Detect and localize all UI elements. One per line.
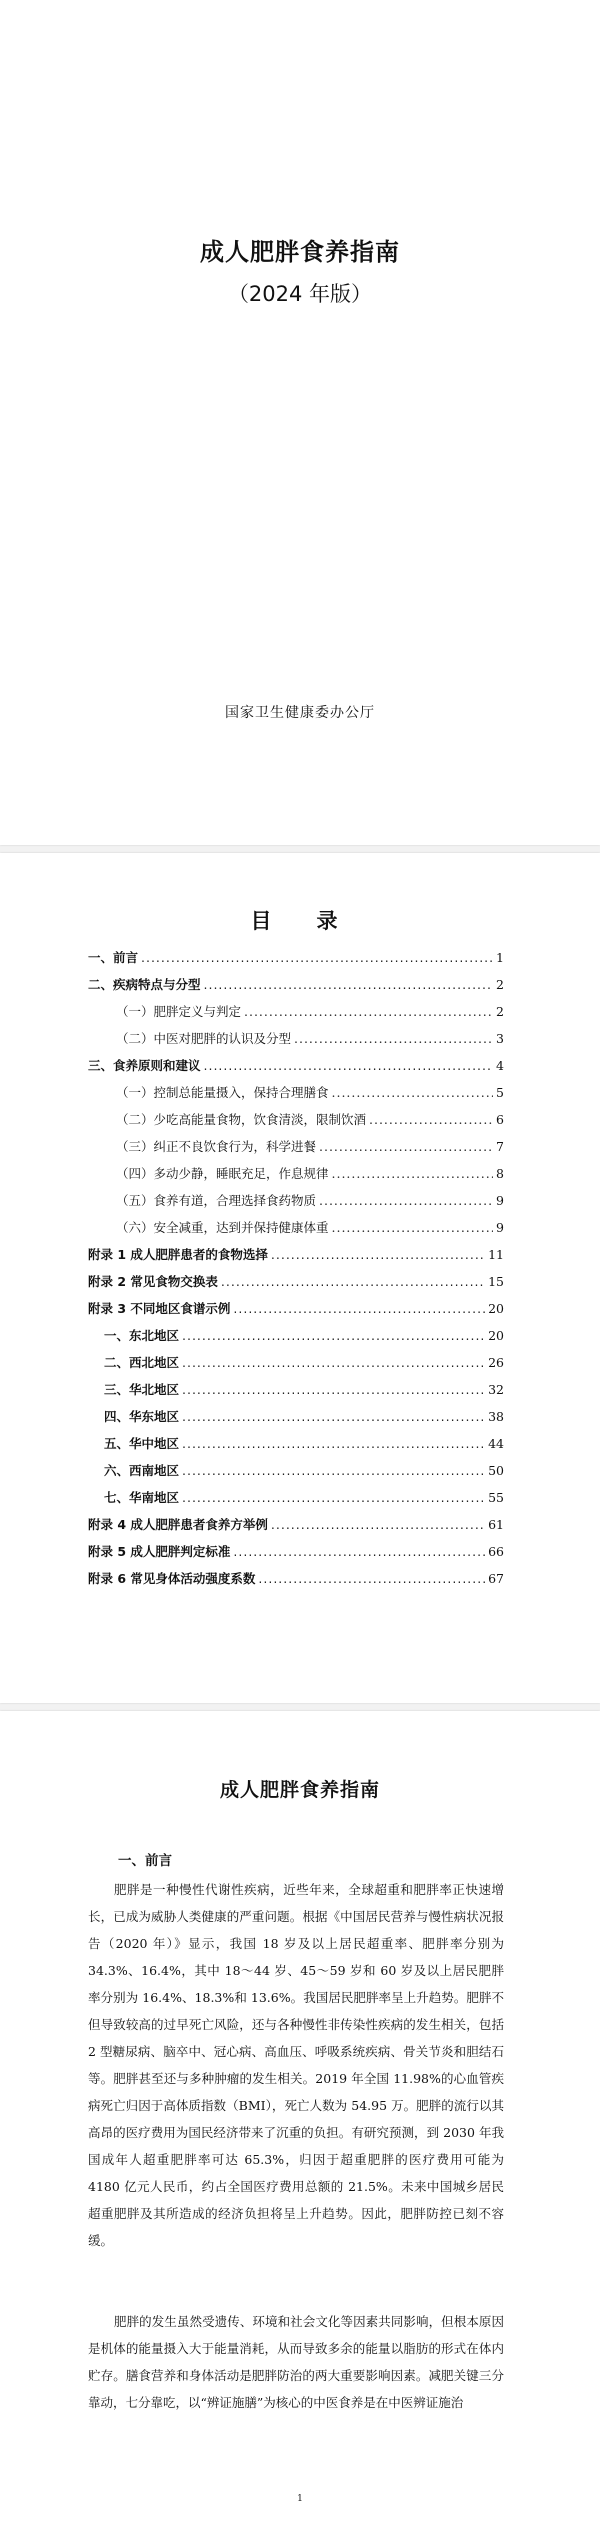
toc-entry-page: 26 (488, 1355, 504, 1370)
cover-title: 成人肥胖食养指南 (200, 238, 400, 266)
toc-entry[interactable] (88, 975, 504, 1002)
toc-entry-page: 5 (496, 1085, 504, 1100)
page-number: 1 (297, 2494, 303, 2504)
toc-leader-dots (204, 977, 494, 992)
toc-entry[interactable] (88, 1191, 504, 1218)
toc-entry-page: 9 (496, 1220, 504, 1235)
toc-leader-dots (332, 1166, 494, 1181)
toc-entry-label: 六、西南地区 (104, 1463, 180, 1478)
toc-list (88, 948, 504, 1596)
toc-page (0, 853, 600, 1703)
toc-entry-label: 附录 6 常见身体活动强度系数 (88, 1571, 256, 1586)
toc-entry-page: 8 (496, 1166, 504, 1181)
toc-entry[interactable] (88, 1569, 504, 1596)
toc-entry[interactable] (88, 1110, 504, 1137)
toc-entry-label: （四）多动少静，睡眠充足，作息规律 (116, 1166, 329, 1181)
cover-issuer: 国家卫生健康委办公厅 (225, 705, 375, 721)
toc-leader-dots (332, 1085, 494, 1100)
toc-heading: 目 录 (250, 909, 350, 933)
toc-leader-dots (319, 1139, 493, 1154)
toc-entry-label: 附录 4 成人肥胖患者食养方举例 (88, 1517, 268, 1532)
toc-entry-page: 4 (496, 1058, 504, 1073)
toc-entry-page: 32 (488, 1382, 504, 1397)
toc-entry-label: 七、华南地区 (104, 1490, 180, 1505)
toc-entry-page: 50 (488, 1463, 504, 1478)
toc-leader-dots (182, 1355, 485, 1370)
toc-entry[interactable] (88, 1542, 504, 1569)
toc-entry-page: 55 (488, 1490, 504, 1505)
toc-entry[interactable] (88, 948, 504, 975)
toc-entry[interactable] (88, 1245, 504, 1272)
body-title: 成人肥胖食养指南 (219, 1779, 380, 1801)
toc-entry-label: （三）纠正不良饮食行为，科学进餐 (116, 1139, 317, 1154)
toc-leader-dots (204, 1058, 494, 1073)
toc-entry[interactable] (88, 1434, 504, 1461)
toc-leader-dots (319, 1193, 493, 1208)
toc-leader-dots (221, 1274, 485, 1289)
toc-entry-page: 61 (488, 1517, 504, 1532)
toc-entry-page: 38 (488, 1409, 504, 1424)
toc-leader-dots (182, 1463, 485, 1478)
toc-entry[interactable] (88, 1515, 504, 1542)
toc-entry-label: （二）中医对肥胖的认识及分型 (116, 1031, 292, 1046)
toc-leader-dots (233, 1544, 485, 1559)
toc-entry[interactable] (88, 1353, 504, 1380)
toc-leader-dots (182, 1409, 485, 1424)
toc-entry[interactable] (88, 1299, 504, 1326)
toc-entry-page: 67 (488, 1571, 504, 1586)
toc-entry-page: 6 (496, 1112, 504, 1127)
toc-entry[interactable] (88, 1407, 504, 1434)
toc-entry-page: 7 (496, 1139, 504, 1154)
toc-entry-label: （五）食养有道，合理选择食药物质 (116, 1193, 317, 1208)
toc-entry-page: 3 (496, 1031, 504, 1046)
toc-entry[interactable] (88, 1083, 504, 1110)
toc-entry[interactable] (88, 1272, 504, 1299)
toc-leader-dots (233, 1301, 485, 1316)
toc-entry-page: 11 (488, 1247, 504, 1262)
toc-entry-label: 附录 1 成人肥胖患者的食物选择 (88, 1247, 268, 1262)
toc-entry[interactable] (88, 1056, 504, 1083)
toc-entry-page: 20 (488, 1301, 504, 1316)
toc-entry-page: 9 (496, 1193, 504, 1208)
toc-leader-dots (258, 1571, 485, 1586)
toc-entry-label: （六）安全减重，达到并保持健康体重 (116, 1220, 329, 1235)
toc-leader-dots (271, 1517, 485, 1532)
toc-entry-label: 一、东北地区 (104, 1328, 180, 1343)
toc-entry[interactable] (88, 1137, 504, 1164)
body-page (0, 1711, 600, 2546)
toc-entry-label: （二）少吃高能量食物，饮食清淡，限制饮酒 (116, 1112, 367, 1127)
toc-entry-label: 一、前言 (88, 950, 139, 965)
toc-entry-label: 三、华北地区 (104, 1382, 180, 1397)
toc-entry[interactable] (88, 1488, 504, 1515)
toc-entry-label: 四、华东地区 (104, 1409, 180, 1424)
toc-entry-page: 2 (496, 1004, 504, 1019)
toc-leader-dots (332, 1220, 494, 1235)
toc-entry-label: 二、疾病特点与分型 (88, 977, 201, 992)
toc-entry[interactable] (88, 1218, 504, 1245)
toc-entry-label: 五、华中地区 (104, 1436, 180, 1451)
toc-entry[interactable] (88, 1029, 504, 1056)
toc-entry[interactable] (88, 1380, 504, 1407)
toc-leader-dots (141, 950, 493, 965)
toc-entry-label: 三、食养原则和建议 (88, 1058, 201, 1073)
toc-entry[interactable] (88, 1461, 504, 1488)
toc-leader-dots (182, 1490, 485, 1505)
toc-entry-page: 44 (488, 1436, 504, 1451)
toc-entry-label: 附录 3 不同地区食谱示例 (88, 1301, 231, 1316)
toc-leader-dots (244, 1004, 493, 1019)
toc-entry[interactable] (88, 1002, 504, 1029)
toc-entry-label: （一）控制总能量摄入，保持合理膳食 (116, 1085, 329, 1100)
toc-entry-page: 20 (488, 1328, 504, 1343)
toc-leader-dots (294, 1031, 493, 1046)
toc-leader-dots (182, 1382, 485, 1397)
toc-entry-label: （一）肥胖定义与判定 (116, 1004, 242, 1019)
toc-entry-page: 2 (496, 977, 504, 992)
toc-entry-page: 15 (488, 1274, 504, 1289)
cover-page (0, 0, 600, 845)
toc-leader-dots (271, 1247, 485, 1262)
toc-entry-label: 附录 2 常见食物交换表 (88, 1274, 218, 1289)
toc-entry[interactable] (88, 1164, 504, 1191)
toc-entry[interactable] (88, 1326, 504, 1353)
toc-entry-label: 附录 5 成人肥胖判定标准 (88, 1544, 231, 1559)
cover-subtitle: （2024 年版） (227, 282, 373, 306)
body-paragraph: 肥胖是一种慢性代谢性疾病，近些年来，全球超重和肥胖率正快速增长，已成为威胁人类健康的严重问题。根据《中国居民营养与慢性病状况报告（2020 年）》显示，我国 18 岁及以上居民超重率、肥胖率分别为 34.3%、16.4%，其中 18～44 岁、45～59 岁和 60 岁及以上居民肥胖率分别为 16.4%、18.3%和 13.6%。我国居民肥胖率呈上升趋势。肥胖不但导致较高的过早死亡风险，还与各种慢性非传染性疾病的发生相关，包括 2 型糖尿病、脑卒中、冠心病、高血压、呼吸系统疾病、骨关节炎和胆结石等。肥胖甚至还与多种肿瘤的发生相关。2019 年全国 11.98%的心血管疾病死亡归因于高体质指数（BMI），死亡人数为 54.95 万。肥胖的流行以其高昂的医疗费用为国民经济带来了沉重的负担。有研究预测，到 2030 年我国成年人超重肥胖率可达 65.3%，归因于超重肥胖的医疗费用可能为 4180 亿元人民币，约占全国医疗费用总额的 21.5%。未来中国城乡居民超重肥胖及其所造成的经济负担将呈上升趋势。因此，肥胖防控已刻不容缓。 (88, 1882, 504, 2248)
section-heading: 一、前言 (118, 1853, 172, 1869)
toc-entry-page: 66 (488, 1544, 504, 1559)
toc-leader-dots (369, 1112, 493, 1127)
toc-entry-page: 1 (496, 950, 504, 965)
toc-entry-label: 二、西北地区 (104, 1355, 180, 1370)
body-paragraph: 肥胖的发生虽然受遗传、环境和社会文化等因素共同影响，但根本原因是机体的能量摄入大于能量消耗，从而导致多余的能量以脂肪的形式在体内贮存。膳食营养和身体活动是肥胖防治的两大重要影响因素。减肥关键三分靠动，七分靠吃，以“辨证施膳”为核心的中医食养是在中医辨证施治 (88, 2314, 504, 2410)
toc-leader-dots (182, 1436, 485, 1451)
toc-leader-dots (182, 1328, 485, 1343)
